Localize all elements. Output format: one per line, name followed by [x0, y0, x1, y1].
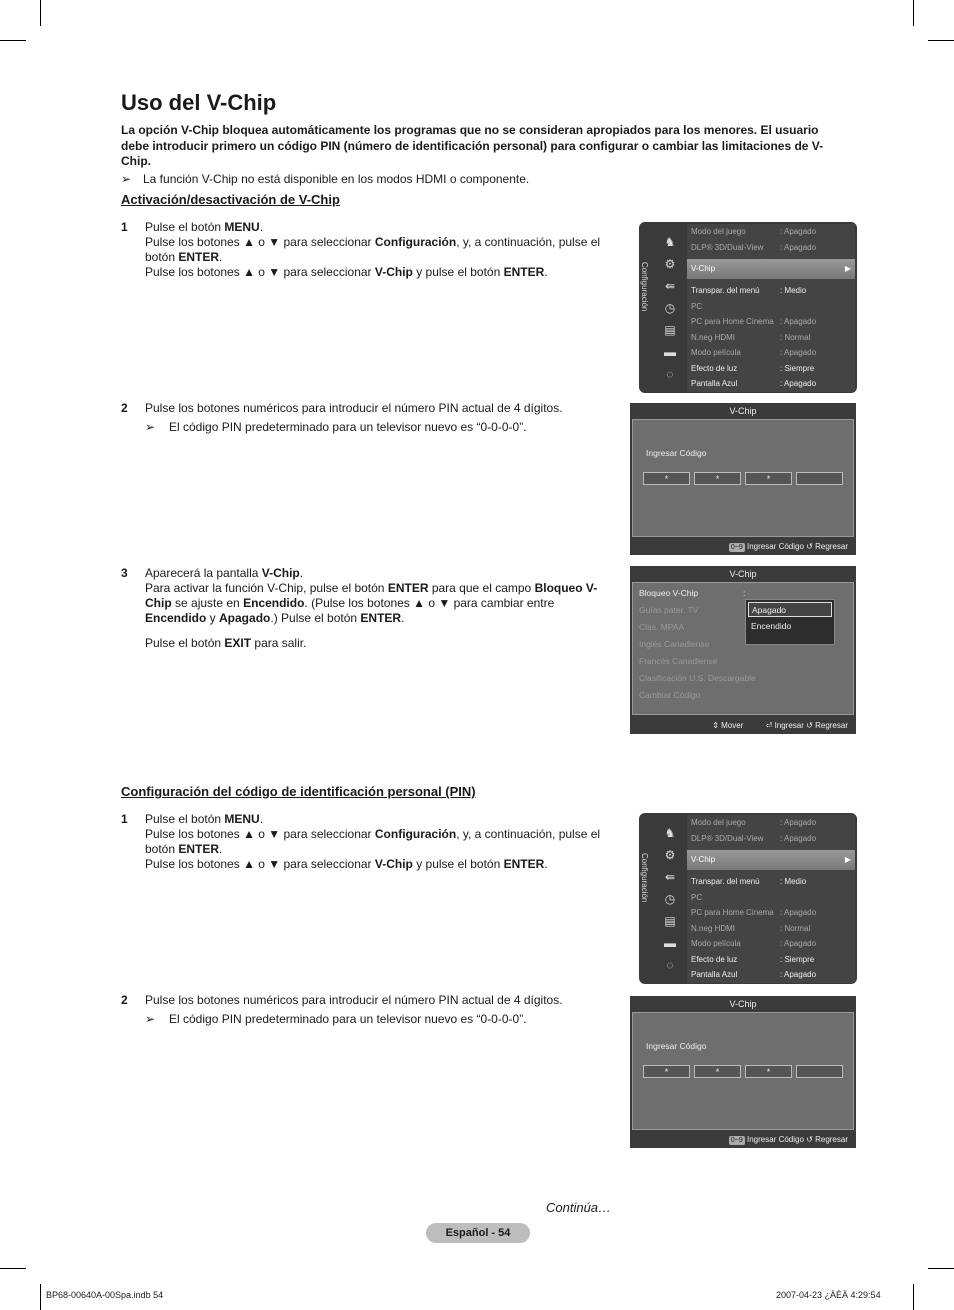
- menu-item[interactable]: [687, 967, 855, 983]
- vchip-item-canadian-english[interactable]: Inglés Canadiense: [639, 639, 710, 649]
- page-number-badge: Español - 54: [426, 1223, 530, 1243]
- menu-item-value: : Apagado: [780, 970, 817, 979]
- vchip-item-us-downloadable[interactable]: Clasificación U.S. Descargable: [639, 673, 756, 683]
- menu-item[interactable]: [687, 361, 855, 377]
- pin-digit-box[interactable]: [796, 1065, 843, 1078]
- step-number: 1: [121, 220, 128, 234]
- menu-item-value: : Apagado: [780, 227, 817, 236]
- menu-item[interactable]: [687, 299, 855, 315]
- step-2-activation: [121, 401, 611, 435]
- return-icon: ↺: [806, 721, 813, 730]
- menu-item[interactable]: [687, 376, 855, 392]
- step-line: Pulse los botones numéricos para introducir el número PIN actual de 4 dígitos.: [145, 993, 563, 1007]
- page-title: Uso del V-Chip: [121, 90, 277, 115]
- menu-item-label: Modo película: [691, 348, 741, 357]
- dialog-title: V-Chip: [729, 569, 757, 579]
- menu-item-label: Transpar. del menú: [691, 286, 760, 295]
- picture-icon: ▤: [664, 323, 676, 337]
- pin-digit-box[interactable]: *: [643, 472, 690, 485]
- menu-item[interactable]: [687, 330, 855, 346]
- menu-item-value: : Apagado: [780, 939, 817, 948]
- menu-item[interactable]: [687, 345, 855, 361]
- pin-prompt: Ingresar Código: [646, 1041, 707, 1051]
- menu-item-value: : Medio: [780, 286, 807, 295]
- section-heading-pin: Configuración del código de identificación personal (PIN): [121, 784, 476, 799]
- antenna-icon: ♞: [664, 235, 676, 249]
- menu-list: [687, 815, 855, 983]
- menu-icon-column: [657, 234, 683, 388]
- menu-item[interactable]: [687, 952, 855, 968]
- menu-item-label: V-Chip: [691, 264, 716, 273]
- footer-move-label: Mover: [721, 721, 744, 730]
- pin-digit-box[interactable]: [796, 472, 843, 485]
- note-arrow-icon: ➢: [145, 420, 156, 434]
- menu-item[interactable]: [687, 850, 855, 870]
- menu-item-value: : Apagado: [780, 379, 817, 388]
- section-heading-activation: Activación/desactivación de V-Chip: [121, 192, 340, 207]
- print-file-info: BP68-00640A-00Spa.indb 54: [46, 1290, 164, 1300]
- menu-side-label: Configuración: [640, 853, 649, 903]
- footer-return-label: Regresar: [815, 721, 848, 730]
- menu-item-label: PC: [691, 301, 703, 311]
- crop-mark: [40, 1284, 41, 1310]
- step-2-pin: [121, 993, 611, 1027]
- footer-enter-label: Ingresar: [774, 721, 804, 730]
- crop-mark: [913, 0, 914, 26]
- menu-item-label: Transpar. del menú: [691, 877, 760, 886]
- channel-icon: ▬: [664, 345, 676, 359]
- menu-item[interactable]: [687, 936, 855, 952]
- pin-digit-box[interactable]: *: [694, 1065, 741, 1078]
- vchip-item-change-code[interactable]: Cambiar Código: [639, 690, 701, 700]
- support-icon: ◌: [666, 367, 674, 381]
- note-arrow-icon: ➢: [145, 1012, 156, 1026]
- dialog-footer: [630, 539, 856, 555]
- menu-item-label: Pantalla Azul: [691, 379, 738, 388]
- submenu-arrow-icon: ▶: [844, 264, 851, 273]
- menu-item-label: N.neg HDMI: [691, 923, 736, 933]
- step-3-activation: [121, 566, 611, 651]
- step-line: Pulse el botón EXIT para salir.: [145, 636, 307, 650]
- menu-list: [687, 224, 855, 392]
- step-line: Pulse los botones numéricos para introducir el número PIN actual de 4 dígitos.: [145, 401, 563, 415]
- channel-icon: ▬: [664, 936, 676, 950]
- menu-item-label: Modo del juego: [691, 818, 746, 827]
- menu-item-label: PC para Home Cinema: [691, 317, 774, 326]
- pin-digit-box[interactable]: *: [745, 1065, 792, 1078]
- hdmi-note-text: La función V-Chip no está disponible en los modos HDMI o componente.: [143, 172, 530, 186]
- enter-icon: ⏎: [765, 721, 773, 730]
- setup-menu-screenshot: [639, 813, 857, 984]
- menu-item-value: : Apagado: [780, 348, 817, 357]
- pin-digit-box[interactable]: *: [745, 472, 792, 485]
- gear-icon: ⚙: [664, 848, 676, 862]
- menu-item-value: : Apagado: [780, 833, 817, 843]
- footer-enter-label: Ingresar Código: [747, 1135, 804, 1144]
- menu-item-label: PC: [691, 892, 703, 902]
- crop-mark: [0, 40, 26, 41]
- step-line: Pulse los botones ▲ o ▼ para seleccionar Configuración, y, a continuación, pulse el botón ENTER.: [145, 827, 601, 856]
- menu-item[interactable]: [687, 890, 855, 906]
- step-note: ➢ El código PIN predeterminado para un televisor nuevo es “0-0-0-0”.: [145, 1012, 527, 1026]
- menu-item[interactable]: [687, 815, 855, 831]
- menu-item-value: : Normal: [780, 332, 811, 342]
- input-icon: ⇚: [664, 870, 676, 884]
- clock-icon: ◷: [664, 892, 676, 906]
- option-off[interactable]: Apagado: [748, 602, 832, 617]
- menu-item-value: : Siempre: [780, 954, 815, 964]
- note-arrow-icon: ➢: [121, 172, 132, 186]
- menu-item-label: DLP® 3D/Dual-View: [691, 242, 764, 252]
- crop-mark: [928, 40, 954, 41]
- crop-mark: [40, 0, 41, 26]
- vchip-item-lock[interactable]: Bloqueo V-Chip :: [639, 588, 746, 598]
- menu-item[interactable]: [687, 874, 855, 890]
- menu-item-value: : Apagado: [780, 317, 817, 326]
- menu-item[interactable]: [687, 905, 855, 921]
- move-icon: ⇕: [712, 721, 719, 730]
- menu-item-label: N.neg HDMI: [691, 332, 736, 342]
- menu-item-label: Modo del juego: [691, 227, 746, 236]
- footer-return-label: Regresar: [815, 1135, 848, 1144]
- menu-side-label: Configuración: [640, 262, 649, 312]
- step-number: 3: [121, 566, 128, 580]
- step-line: Pulse los botones ▲ o ▼ para seleccionar Configuración, y, a continuación, pulse el botón ENTER.: [145, 235, 601, 264]
- step-line: Aparecerá la pantalla V-Chip.: [145, 566, 304, 580]
- crop-mark: [0, 1268, 26, 1269]
- menu-icon-column: [657, 825, 683, 979]
- dialog-title: V-Chip: [729, 999, 757, 1009]
- menu-item-value: : Medio: [780, 877, 807, 886]
- hdmi-note: [121, 172, 529, 187]
- footer-enter-label: Ingresar Código: [747, 542, 804, 551]
- continues-label: Continúa…: [546, 1200, 612, 1215]
- menu-item-value: : Apagado: [780, 908, 817, 917]
- support-icon: ◌: [666, 958, 674, 972]
- vchip-options-list: [632, 582, 854, 715]
- step-line: Pulse los botones ▲ o ▼ para seleccionar V-Chip y pulse el botón ENTER.: [145, 857, 548, 871]
- menu-item[interactable]: [687, 314, 855, 330]
- dialog-title: V-Chip: [729, 406, 757, 416]
- step-line: Pulse los botones ▲ o ▼ para seleccionar V-Chip y pulse el botón ENTER.: [145, 265, 548, 279]
- pin-digit-box[interactable]: *: [643, 1065, 690, 1078]
- return-icon: ↺: [806, 542, 813, 551]
- setup-menu-screenshot: [639, 222, 857, 393]
- pin-entry-dialog: [630, 996, 856, 1148]
- menu-item-label: DLP® 3D/Dual-View: [691, 833, 764, 843]
- pin-prompt: Ingresar Código: [646, 448, 707, 458]
- dialog-body: [632, 1012, 854, 1130]
- vchip-item-canadian-french[interactable]: Francés Canadiense: [639, 656, 718, 666]
- print-timestamp: 2007-04-23 ¿ÀÈÄ 4:29:54: [776, 1290, 881, 1300]
- crop-mark: [928, 1268, 954, 1269]
- menu-item-value: : Apagado: [780, 242, 817, 252]
- dialog-body: [632, 419, 854, 537]
- picture-icon: ▤: [664, 914, 676, 928]
- submenu-arrow-icon: ▶: [844, 855, 851, 864]
- step-line: Pulse el botón MENU.: [145, 220, 264, 234]
- lock-option-popup: [745, 599, 835, 645]
- input-icon: ⇚: [664, 279, 676, 293]
- return-icon: ↺: [806, 1135, 813, 1144]
- menu-item-label: Modo película: [691, 939, 741, 948]
- number-keys-badge: 0~9: [730, 544, 743, 551]
- pin-digit-box[interactable]: *: [694, 472, 741, 485]
- pin-entry-dialog: [630, 403, 856, 555]
- menu-item-label: V-Chip: [691, 855, 716, 864]
- menu-item-value: : Apagado: [780, 818, 817, 827]
- number-keys-badge: 0~9: [730, 1137, 743, 1144]
- menu-item[interactable]: [687, 921, 855, 937]
- step-line: Pulse el botón MENU.: [145, 812, 264, 826]
- step-number: 2: [121, 401, 128, 415]
- step-1-activation: [121, 220, 611, 280]
- step-number: 2: [121, 993, 128, 1007]
- menu-item[interactable]: [687, 283, 855, 299]
- menu-item[interactable]: [687, 831, 855, 847]
- footer-return-label: Regresar: [815, 542, 848, 551]
- intro-paragraph: La opción V-Chip bloquea automáticamente los programas que no se consideran apropiados para los menores. El usuario debe introducir primero un código PIN (número de identificación personal) para configurar o cambiar las limitaciones de V-Chip.: [121, 123, 824, 168]
- dialog-footer: [630, 718, 856, 734]
- menu-item[interactable]: [687, 224, 855, 240]
- step-line: Para activar la función V-Chip, pulse el botón ENTER para que el campo Bloqueo V-Chip se ajuste en Encendido. (Pulse los botones ▲ o ▼ para cambiar entre Encendido y Apagado.) Pulse el botón ENTER.: [145, 581, 598, 625]
- menu-item[interactable]: [687, 240, 855, 256]
- menu-item-label: PC para Home Cinema: [691, 908, 774, 917]
- vchip-item-mpaa[interactable]: Clas. MPAA: [639, 622, 685, 632]
- menu-item-value: : Normal: [780, 923, 811, 933]
- crop-mark: [913, 1284, 914, 1310]
- clock-icon: ◷: [664, 301, 676, 315]
- step-note: ➢ El código PIN predeterminado para un televisor nuevo es “0-0-0-0”.: [145, 420, 527, 434]
- dialog-footer: [630, 1132, 856, 1148]
- menu-item-label: Efecto de luz: [691, 954, 738, 964]
- step-number: 1: [121, 812, 128, 826]
- gear-icon: ⚙: [664, 257, 676, 271]
- step-1-pin: [121, 812, 611, 872]
- vchip-settings-dialog: [630, 566, 856, 734]
- vchip-item-tv-guidelines[interactable]: Guías pater. TV: [639, 605, 699, 615]
- menu-item-label: Efecto de luz: [691, 363, 738, 373]
- option-on[interactable]: Encendido: [751, 621, 792, 631]
- antenna-icon: ♞: [664, 826, 676, 840]
- menu-item-label: Pantalla Azul: [691, 970, 738, 979]
- menu-item[interactable]: [687, 259, 855, 279]
- menu-item-value: : Siempre: [780, 363, 815, 373]
